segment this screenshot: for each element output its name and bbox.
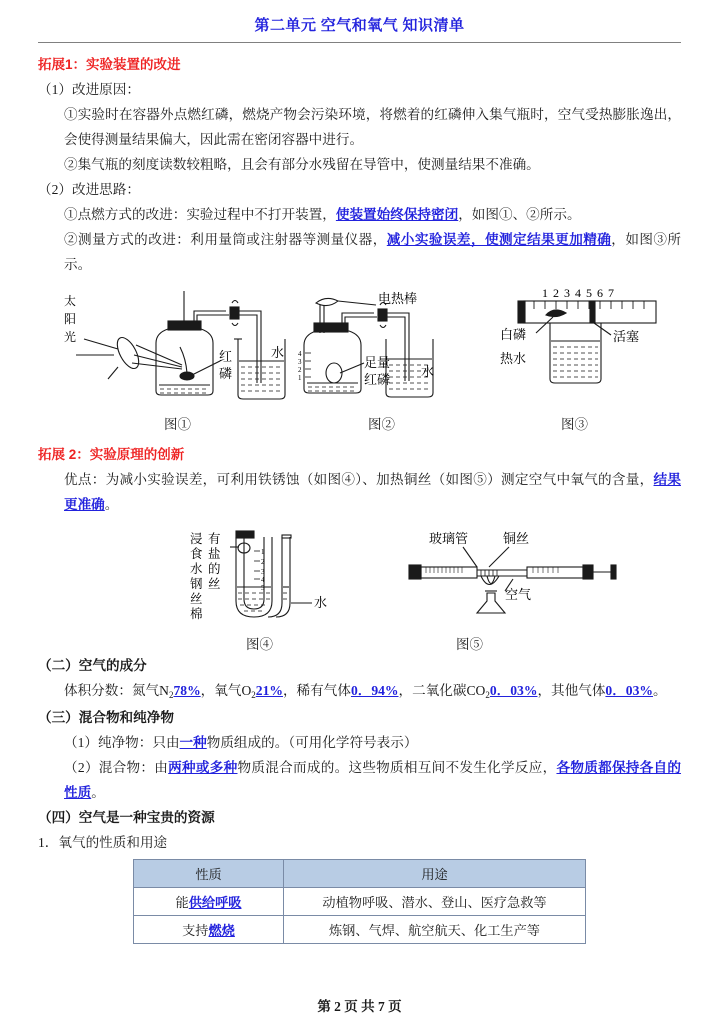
- figure-3-caption: 图③: [561, 417, 588, 432]
- ext1-idea-1-text-b: ，如图①、②所示。: [458, 207, 581, 222]
- svg-text:红磷: 红磷: [364, 372, 391, 387]
- figure-captions-row-1: [38, 413, 681, 433]
- svg-text:阳: 阳: [64, 312, 77, 326]
- co2-subscript: 2: [485, 690, 490, 700]
- figure-2-caption: 图②: [368, 417, 395, 432]
- fig1-label-sun-char1: 太: [64, 294, 77, 308]
- rare-gas-label: ，稀有气体: [282, 683, 351, 698]
- svg-text:丝: 丝: [208, 577, 221, 591]
- svg-text:活塞: 活塞: [613, 329, 640, 344]
- ext1-idea-1-text-a: ①点燃方式的改进：实验过程中不打开装置，: [64, 207, 336, 222]
- section-heading-ext1: 拓展1：实验装置的改进: [38, 57, 181, 72]
- svg-text:玻璃管: 玻璃管: [429, 531, 469, 546]
- section-heading-mixture: （三）混合物和纯净物: [38, 710, 174, 725]
- table-cell-use: 炼钢、气焊、航空航天、化工生产等: [284, 916, 586, 944]
- co2-percent: 0．03%: [489, 683, 538, 698]
- svg-text:2: 2: [298, 366, 302, 374]
- svg-text:1: 1: [261, 548, 265, 556]
- mix-emphasis-1: 两种或多种: [168, 760, 238, 775]
- air-prefix: 体积分数：氮气N: [64, 683, 169, 698]
- page-footer: 第 2 页 共 7 页: [317, 999, 402, 1014]
- svg-text:4: 4: [575, 286, 581, 300]
- ext1-idea-2-text-a: ②测量方式的改进：利用量筒或注射器等测量仪器，: [64, 232, 387, 247]
- svg-text:棉: 棉: [190, 607, 203, 621]
- svg-text:6: 6: [597, 286, 603, 300]
- ext1-idea-1: [38, 202, 681, 227]
- svg-text:3: 3: [298, 358, 302, 366]
- svg-text:2: 2: [553, 286, 559, 300]
- mix-text-b: 物质混合而成的。这些物质相互间不发生化学反应，: [237, 760, 557, 775]
- svg-text:空气: 空气: [505, 587, 532, 602]
- ext1-idea-2-emphasis: 减小实验误差，使测定结果更加精确: [386, 232, 612, 247]
- table-row: [134, 916, 586, 944]
- table-header-use: 用途: [284, 860, 586, 888]
- ext1-reason-1: ①实验时在容器外点燃红磷，燃烧产物会污染环境，将燃着的红磷伸入集气瓶时，空气受热膨胀逸出，会使得测量结果偏大，因此需在密闭容器中进行。: [64, 107, 681, 147]
- page-title: 第二单元 空气和氧气 知识清单: [254, 18, 465, 34]
- figure-5: [393, 521, 623, 631]
- n2-percent: 78%: [173, 683, 201, 698]
- table-cell-use: 动植物呼吸、潜水、登山、医疗急救等: [284, 888, 586, 916]
- o2-percent: 21%: [255, 683, 283, 698]
- svg-text:1: 1: [298, 374, 302, 382]
- figure-row-2: [38, 521, 681, 633]
- section-heading-resource: （四）空气是一种宝贵的资源: [38, 810, 215, 825]
- ext1-reason-2: ②集气瓶的刻度读数较粗略，且会有部分水残留在导管中，使测量结果不准确。: [64, 157, 540, 172]
- other-gas-percent: 0．03%: [605, 683, 653, 698]
- svg-text:3: 3: [261, 568, 265, 576]
- svg-text:水: 水: [421, 364, 435, 379]
- figure-2: [290, 283, 475, 403]
- svg-text:食: 食: [190, 547, 203, 561]
- pure-text-a: （1）纯净物：只由: [64, 735, 180, 750]
- ext1-idea-1-emphasis: 使装置始终保持密闭: [335, 207, 459, 222]
- svg-text:热水: 热水: [500, 351, 527, 366]
- svg-text:足量: 足量: [364, 355, 391, 370]
- section-heading-ext2: 拓展 2：实验原理的创新: [38, 447, 185, 462]
- figure-captions-row-2: [38, 633, 681, 653]
- row2-property-emphasis: 燃烧: [208, 923, 235, 938]
- table-cell-property: [134, 888, 284, 916]
- figure-4: [178, 521, 378, 631]
- svg-text:4: 4: [298, 350, 302, 358]
- pure-substance-def: [38, 730, 681, 755]
- svg-text:钢: 钢: [190, 577, 203, 591]
- svg-text:4: 4: [261, 576, 265, 584]
- pure-text-b: 物质组成的。（可用化学符号表示）: [206, 735, 418, 750]
- row1-property-emphasis: 供给呼吸: [188, 895, 242, 910]
- table-header-row: [134, 860, 586, 888]
- figure-4-caption: 图④: [246, 637, 273, 652]
- header-divider: [38, 42, 681, 43]
- ext2-advantage-text-a: 优点：为减小实验误差，可利用铁锈蚀（如图④）、加热铜丝（如图⑤）测定空气中氧气的含量，: [64, 472, 654, 487]
- rare-gas-percent: 0．94%: [350, 683, 399, 698]
- table-header-property: 性质: [134, 860, 284, 888]
- svg-text:红: 红: [219, 349, 233, 364]
- figure-1: [56, 283, 286, 403]
- figure-row-1: [38, 283, 681, 413]
- row1-property-prefix: 能: [175, 895, 189, 910]
- co2-label: ，二氧化碳CO: [398, 683, 486, 698]
- o2-label: ，氧气O: [200, 683, 252, 698]
- ext1-reason-label: （1）改进原因：: [38, 82, 140, 97]
- ext2-advantage-text-b: 。: [104, 497, 119, 512]
- n2-subscript: 2: [168, 690, 174, 700]
- table-cell-property: [134, 916, 284, 944]
- svg-text:的: 的: [208, 562, 221, 576]
- svg-text:有: 有: [208, 532, 221, 546]
- ext2-advantage-emphasis: 结果更准确: [64, 472, 681, 512]
- o2-subscript: 2: [251, 690, 256, 700]
- other-gas-label: ，其他气体: [537, 683, 606, 698]
- svg-text:磷: 磷: [219, 366, 233, 381]
- section-heading-air-composition: （二）空气的成分: [38, 658, 147, 673]
- pure-emphasis: 一种: [179, 735, 207, 750]
- svg-text:水: 水: [271, 345, 285, 360]
- svg-text:铜丝: 铜丝: [503, 531, 530, 546]
- svg-text:5: 5: [261, 584, 265, 592]
- air-tail: 。: [653, 683, 667, 698]
- ext1-idea-2: [38, 227, 681, 277]
- ext1-idea-label: （2）改进思路：: [38, 182, 140, 197]
- svg-text:7: 7: [608, 286, 614, 300]
- svg-text:浸: 浸: [190, 532, 203, 546]
- svg-text:白磷: 白磷: [500, 327, 527, 342]
- air-composition-values: [38, 678, 681, 705]
- svg-text:2: 2: [261, 558, 265, 566]
- mixture-def: [38, 755, 681, 805]
- svg-text:5: 5: [586, 286, 592, 300]
- svg-text:光: 光: [64, 330, 77, 344]
- svg-text:丝: 丝: [190, 592, 203, 606]
- figure-3: [498, 283, 683, 403]
- svg-text:3: 3: [564, 286, 570, 300]
- oxygen-properties-table: [133, 859, 586, 944]
- svg-text:盐: 盐: [208, 547, 221, 561]
- figure-5-caption: 图⑤: [456, 637, 483, 652]
- svg-text:电热棒: 电热棒: [378, 291, 418, 306]
- svg-text:1: 1: [542, 286, 548, 300]
- mix-text-a: （2）混合物：由: [64, 760, 169, 775]
- ext2-advantage: [38, 467, 681, 517]
- svg-text:水: 水: [190, 562, 203, 576]
- oxygen-table-label: 1．氧气的性质和用途: [38, 835, 168, 850]
- mix-text-c: 。: [91, 785, 105, 800]
- svg-text:水: 水: [314, 595, 328, 610]
- table-row: [134, 888, 586, 916]
- mix-emphasis-2: 各物质都保持各自的性质: [64, 760, 682, 800]
- ext1-idea-2-text-b: ，如图③所示。: [64, 232, 682, 272]
- figure-1-caption: 图①: [164, 417, 191, 432]
- document-body: [0, 53, 719, 944]
- row2-property-prefix: 支持: [182, 923, 209, 938]
